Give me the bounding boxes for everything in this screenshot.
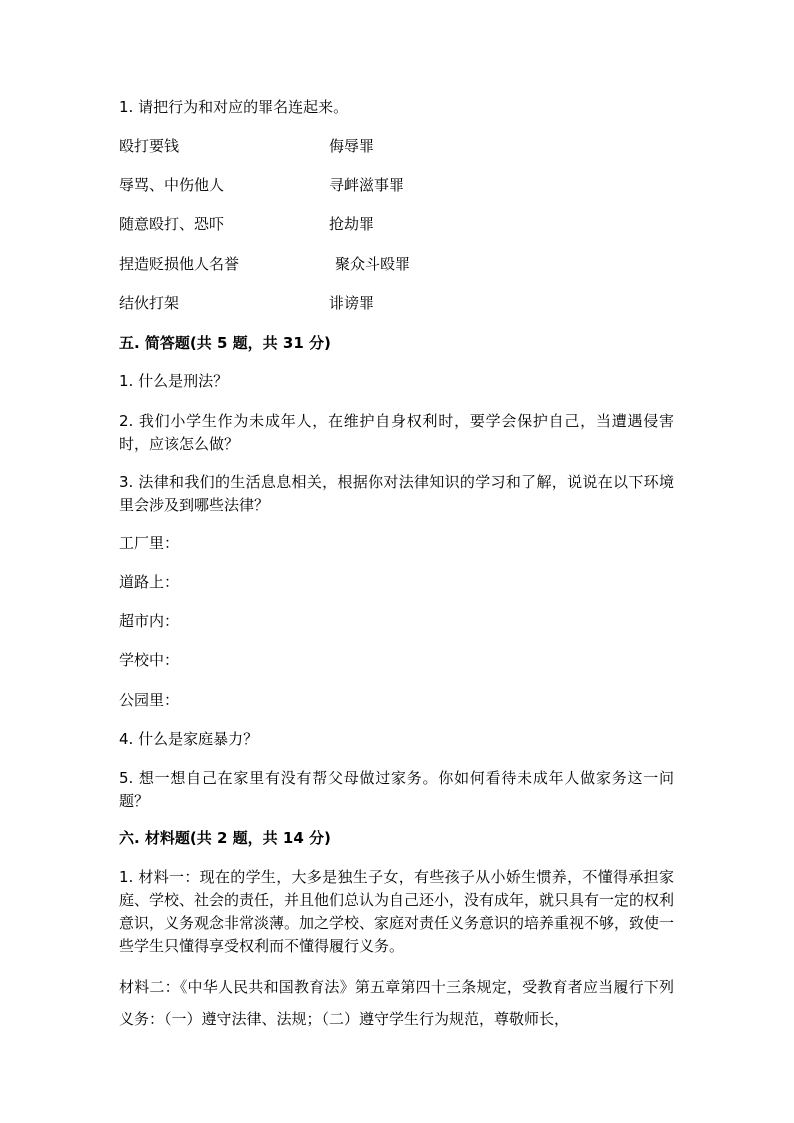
crime-item: 聚众斗殴罪 [335, 255, 411, 273]
crime-item: 诽谤罪 [329, 294, 375, 312]
section-heading: 六. 材料题(共 2 题，共 14 分) [119, 829, 331, 847]
behavior-item: 捏造贬损他人名誉 [119, 255, 240, 273]
question-4: 4. 什么是家庭暴力？ [119, 730, 259, 748]
place-item: 工厂里： [119, 534, 180, 552]
question-2: 2. 我们小学生作为未成年人，在维护自身权利时，要学会保护自己，当遭遇侵害时，应该怎么做？ [119, 412, 674, 453]
crime-item: 侮辱罪 [329, 137, 375, 155]
behavior-item: 结伙打架 [119, 294, 180, 312]
section-heading: 五. 简答题(共 5 题，共 31 分) [119, 334, 331, 352]
question-3: 3. 法律和我们的生活息息相关，根据你对法律知识的学习和了解，说说在以下环境里会涉及到哪些法律？ [119, 473, 674, 514]
crime-item: 抢劫罪 [329, 215, 375, 233]
question-1: 1. 什么是刑法？ [119, 372, 229, 390]
place-item: 超市内： [119, 612, 180, 630]
behavior-item: 殴打要钱 [119, 137, 180, 155]
material-2: 材料二：《中华人民共和国教育法》第五章第四十三条规定，受教育者应当履行下列义务：（一）遵守法律、法规；（二）遵守学生行为规范，尊敬师长， [119, 978, 674, 1028]
place-item: 公园里： [119, 691, 180, 709]
behavior-item: 辱骂、中伤他人 [119, 176, 225, 194]
behavior-item: 随意殴打、恐吓 [119, 215, 225, 233]
material-1: 1. 材料一：现在的学生，大多是独生子女，有些孩子从小娇生惯养，不懂得承担家庭、学校、社会的责任，并且他们总认为自己还小，没有成年，就只具有一定的权利意识，义务观念非常淡薄。加之学校、家庭对责任义务意识的培养重视不够，致使一些学生只懂得享受权利而不懂得履行义务。 [119, 868, 675, 955]
matching-instruction: 1. 请把行为和对应的罪名连起来。 [119, 98, 349, 116]
place-item: 学校中： [119, 651, 180, 669]
place-item: 道路上： [119, 573, 180, 591]
question-5: 5. 想一想自己在家里有没有帮父母做过家务。你如何看待未成年人做家务这一问题？ [119, 769, 674, 810]
crime-item: 寻衅滋事罪 [329, 176, 405, 194]
